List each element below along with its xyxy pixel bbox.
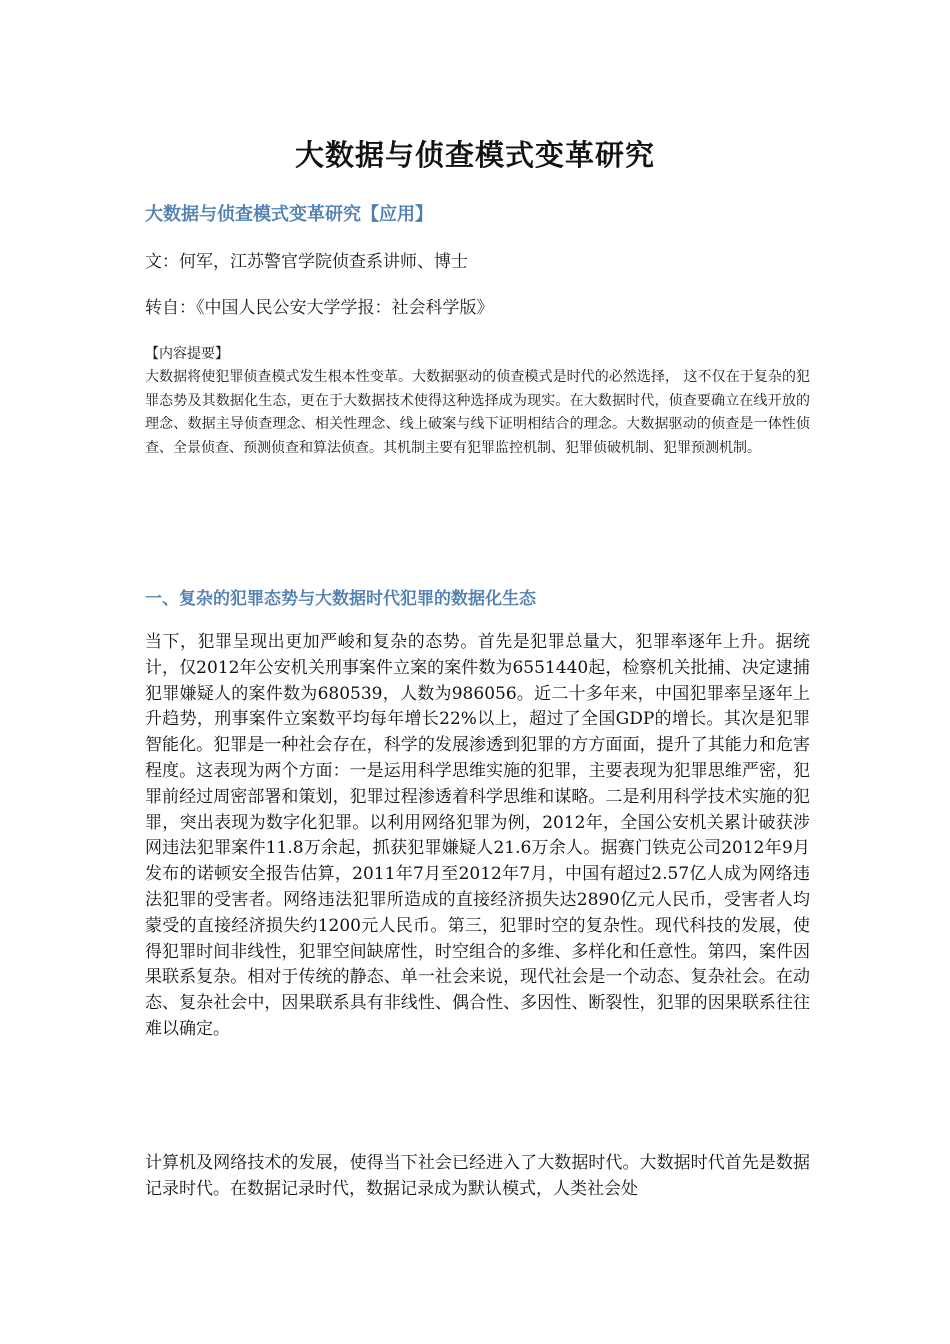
body-paragraph: 计算机及网络技术的发展，使得当下社会已经进入了大数据时代。大数据时代首先是数据记录时代。在数据记录时代，数据记录成为默认模式，人类社会处	[145, 1153, 810, 1199]
document-subtitle: 大数据与侦查模式变革研究【应用】	[145, 204, 433, 225]
author-line: 文：何军，江苏警官学院侦查系讲师、博士	[145, 252, 468, 272]
abstract-body: 大数据将使犯罪侦查模式发生根本性变革。大数据驱动的侦查模式是时代的必然选择， 这不仅在于复杂的犯罪态势及其数据化生态，更在于大数据技术使得这种选择成为现实。在大数据时代，侦查要确立在线开放的理念、数据主导侦查理念、相关性理念、线上破案与线下证明相结合的理念。大数据驱动的侦查是一体性侦查、全景侦查、预测侦查和算法侦查。其机制主要有犯罪监控机制、犯罪侦破机制、犯罪预测机制。	[145, 369, 810, 456]
source-line: 转自：《中国人民公安大学学报：社会科学版》	[145, 298, 494, 318]
document-title: 大数据与侦查模式变革研究	[294, 138, 655, 172]
abstract-heading: 【内容提要】	[145, 346, 229, 362]
section-heading: 一、复杂的犯罪态势与大数据时代犯罪的数据化生态	[145, 589, 536, 609]
body-paragraph: 当下，犯罪呈现出更加严峻和复杂的态势。首先是犯罪总量大，犯罪率逐年上升。据统计，仅2012年公安机关刑事案件立案的案件数为6551440起，检察机关批捕、决定逮捕犯罪嫌疑人的案件数为680539，人数为986056。近二十多年来，中国犯罪率呈逐年上升趋势，刑事案件立案数平均每年增长22%以上，超过了全国GDP的增长。其次是犯罪智能化。犯罪是一种社会存在，科学的发展渗透到犯罪的方方面面，提升了其能力和危害程度。这表现为两个方面：一是运用科学思维实施的犯罪，主要表现为犯罪思维严密，犯罪前经过周密部署和策划，犯罪过程渗透着科学思维和谋略。二是利用科学技术实施的犯罪，突出表现为数字化犯罪。以利用网络犯罪为例，2012年，全国公安机关累计破获涉网违法犯罪案件11.8万余起，抓获犯罪嫌疑人21.6万余人。据赛门铁克公司2012年9月发布的诺顿安全报告估算，2011年7月至2012年7月，中国有超过2.57亿人成为网络违法犯罪的受害者。网络违法犯罪所造成的直接经济损失达2890亿元人民币，受害者人均蒙受的直接经济损失约1200元人民币。第三，犯罪时空的复杂性。现代科技的发展，使得犯罪时间非线性，犯罪空间缺席性，时空组合的多维、多样化和任意性。第四，案件因果联系复杂。相对于传统的静态、单一社会来说，现代社会是一个动态、复杂社会。在动态、复杂社会中，因果联系具有非线性、偶合性、多因性、断裂性，犯罪的因果联系往往难以确定。	[145, 632, 811, 1039]
